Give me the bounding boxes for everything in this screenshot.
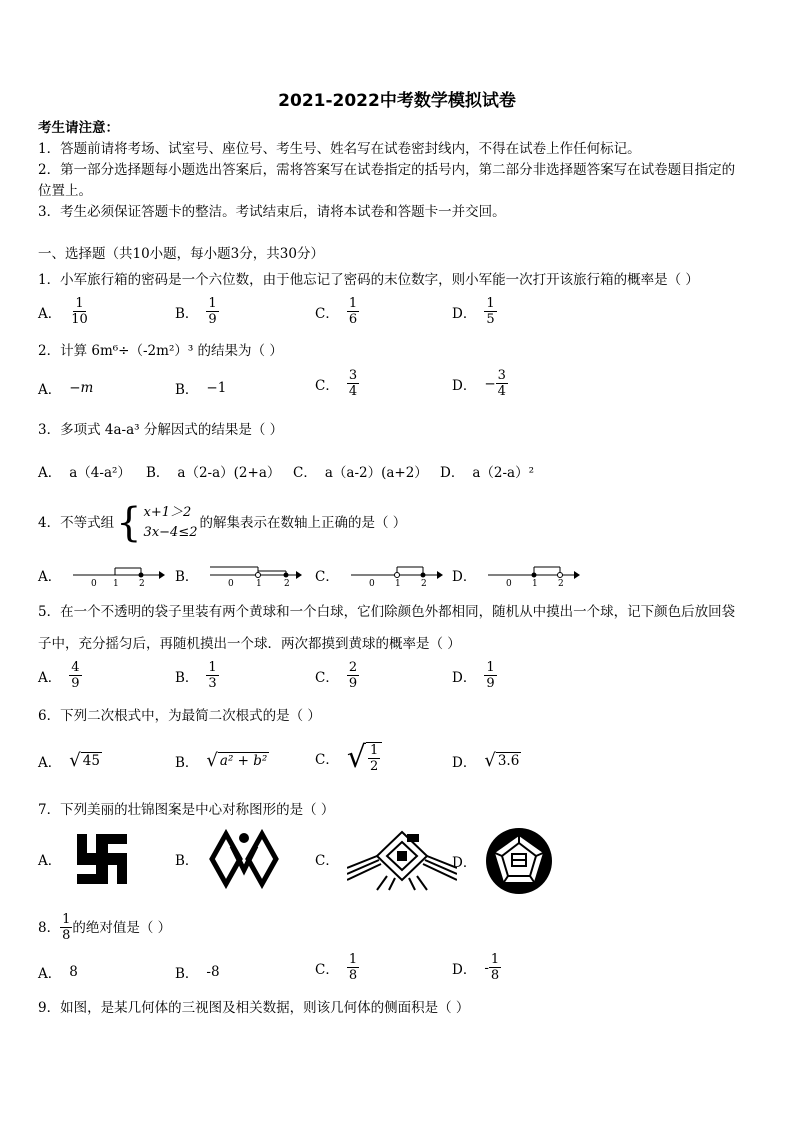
numerator: 4	[71, 660, 80, 675]
tick-1: 1	[256, 579, 263, 587]
denominator: 6	[348, 312, 358, 327]
radicand: 45	[82, 753, 100, 769]
option-label: C．	[315, 569, 339, 585]
q4-option-a[interactable]	[38, 563, 165, 587]
tick-1: 1	[113, 579, 119, 587]
denominator: 2	[369, 758, 379, 774]
q6-option-a[interactable]	[38, 750, 102, 771]
numerator: 1	[208, 296, 217, 311]
option-text: -8	[206, 964, 220, 980]
numerator: 3	[497, 368, 506, 383]
square-root	[69, 750, 102, 771]
numerator: 3	[348, 368, 358, 383]
option-label: D．	[452, 855, 477, 871]
swastika-pattern-icon	[69, 826, 135, 892]
tick-0: 0	[368, 579, 375, 587]
option-label: A．	[38, 569, 62, 585]
fraction	[368, 743, 380, 774]
option-text: a（2-a）(2+a）	[177, 465, 281, 481]
denominator: 9	[348, 676, 358, 691]
denominator: 9	[71, 676, 80, 691]
option-label: D．	[452, 961, 477, 978]
numerator: 1	[62, 912, 71, 927]
numerator: 1	[490, 952, 500, 967]
radical-sign-icon: √	[346, 740, 366, 775]
option-label: C．	[315, 305, 339, 322]
radical-sign-icon: √	[69, 750, 81, 771]
fraction	[69, 296, 90, 327]
fraction	[347, 296, 359, 327]
q4-option-b[interactable]	[175, 563, 302, 587]
q5-option-d[interactable]	[452, 660, 497, 691]
numerator: 1	[369, 742, 379, 758]
q2-option-a[interactable]	[38, 378, 93, 398]
square-root	[484, 750, 521, 771]
diamond-pattern-icon	[206, 826, 282, 892]
fraction	[496, 368, 508, 399]
option-label: B．	[175, 569, 199, 585]
q3-option-c[interactable]	[293, 461, 428, 481]
option-label: B．	[175, 382, 199, 398]
question-1-stem: 1．小军旅行箱的密码是一个六位数，由于他忘记了密码的末位数字，则小军能一次打开该旅行箱的概率是（ ）	[38, 272, 699, 288]
q8-option-d[interactable]	[452, 952, 501, 983]
equations	[144, 503, 198, 543]
option-label: A．	[38, 966, 62, 982]
question-3-stem: 3．多项式 4a-a³ 分解因式的结果是（ ）	[38, 422, 284, 438]
option-label: A．	[38, 382, 62, 398]
q1-option-a[interactable]	[38, 296, 90, 327]
q6-option-b[interactable]	[175, 750, 269, 771]
square-root	[206, 750, 269, 771]
q7-option-b[interactable]	[175, 826, 282, 892]
option-label: A．	[38, 669, 62, 686]
question-2-stem: 2．计算 6m⁶÷（-2m²）³ 的结果为（ ）	[38, 343, 283, 359]
option-label: C．	[293, 465, 317, 481]
square-root	[347, 740, 382, 775]
q3-option-b[interactable]	[146, 461, 280, 481]
q4-option-d[interactable]	[452, 563, 580, 587]
option-text: −m	[69, 380, 94, 396]
number-line-a	[69, 563, 165, 587]
option-label: A．	[38, 465, 62, 481]
fraction	[60, 912, 72, 943]
radicand: 3.6	[497, 753, 520, 769]
fraction	[484, 296, 496, 327]
option-label: D．	[452, 569, 477, 585]
question-6-stem: 6．下列二次根式中，为最简二次根式的是（ ）	[38, 708, 321, 724]
denominator: 5	[486, 312, 495, 327]
fraction	[206, 660, 218, 691]
q7-option-a[interactable]	[38, 826, 135, 892]
q3-option-a[interactable]	[38, 461, 131, 481]
radicand	[366, 742, 382, 774]
tick-2: 2	[420, 579, 427, 587]
notice-item-1: 1．答题前请将考场、试室号、座位号、考生号、姓名写在试卷密封线内，不得在试卷上作任何标记。	[38, 141, 641, 157]
q1-option-d[interactable]	[452, 296, 497, 327]
q7-option-d[interactable]	[452, 826, 554, 896]
question-5-stem-2: 子中，充分摇匀后，再随机摸出一个球．两次都摸到黄球的概率是（ ）	[38, 636, 461, 652]
denominator: 8	[62, 928, 71, 943]
page-title: 2021-2022中考数学模拟试卷	[278, 91, 516, 111]
numerator: 1	[208, 660, 217, 675]
question-5-stem-1: 5．在一个不透明的袋子里装有两个黄球和一个白球，它们除颜色外都相同，随机从中摸出一个球，记下颜色后放回袋	[38, 604, 736, 620]
option-label: D．	[452, 377, 477, 394]
q5-option-c[interactable]	[315, 660, 359, 691]
q8-option-b[interactable]	[175, 962, 220, 982]
tick-1: 1	[532, 579, 539, 587]
option-label: C．	[315, 669, 339, 686]
left-brace: {	[116, 500, 142, 546]
fraction	[347, 952, 359, 983]
option-label: B．	[175, 669, 199, 686]
q2-option-c[interactable]	[315, 368, 359, 399]
option-text: a（4-a²）	[69, 465, 131, 481]
question-4-stem	[38, 500, 758, 546]
q7-option-c[interactable]	[315, 826, 457, 892]
option-label: D．	[452, 669, 477, 686]
minus-sign: −	[484, 375, 496, 392]
denominator: 9	[208, 312, 217, 327]
option-text: −1	[206, 380, 227, 396]
fraction	[206, 296, 218, 327]
numerator: 1	[486, 296, 495, 311]
option-text: a（a-2）(a+2）	[324, 465, 428, 481]
tick-1: 1	[394, 579, 401, 587]
tick-0: 0	[228, 579, 235, 587]
denominator: 4	[348, 384, 358, 399]
number-line-b	[206, 563, 302, 587]
numerator: 1	[486, 660, 495, 675]
tick-2: 2	[558, 579, 565, 587]
stem-prefix: 4．不等式组	[38, 515, 115, 531]
notice-item-2: 2．第一部分选择题每小题选出答案后，需将答案写在试卷指定的括号内，第二部分非选择题答案写在试卷题目指定的	[38, 162, 736, 178]
inequality-system	[116, 500, 198, 546]
option-label: D．	[440, 465, 465, 481]
question-8-stem	[38, 912, 758, 943]
question-9-stem: 9．如图，是某几何体的三视图及相关数据，则该几何体的侧面积是（ ）	[38, 1000, 470, 1016]
numerator: 1	[75, 296, 84, 311]
option-label: C．	[315, 853, 339, 869]
denominator: 8	[490, 968, 500, 983]
q1-option-b[interactable]	[175, 296, 219, 327]
fraction	[347, 368, 359, 399]
q6-option-d[interactable]	[452, 750, 521, 771]
fraction	[489, 952, 501, 983]
q8-option-a[interactable]	[38, 962, 78, 982]
number-line-d	[484, 563, 580, 587]
fraction	[347, 660, 359, 691]
option-label: B．	[175, 305, 199, 322]
denominator: 10	[71, 312, 88, 327]
numerator: 1	[348, 952, 358, 967]
notice-item-2-cont: 位置上。	[38, 183, 92, 199]
fraction	[69, 660, 81, 691]
option-label: B．	[175, 966, 199, 982]
option-label: B．	[146, 465, 170, 481]
q2-option-d[interactable]	[452, 368, 508, 399]
radicand: a² + b²	[219, 753, 268, 769]
q1-option-c[interactable]	[315, 296, 359, 327]
option-label: C．	[315, 377, 339, 394]
q5-option-b[interactable]	[175, 660, 219, 691]
q4-option-c[interactable]	[315, 563, 443, 587]
denominator: 3	[208, 676, 217, 691]
pentagon-medallion-icon	[484, 826, 554, 896]
denominator: 8	[348, 968, 358, 983]
denominator: 4	[497, 384, 506, 399]
option-label: C．	[315, 751, 339, 768]
option-label: B．	[175, 754, 199, 771]
option-text: 8	[69, 964, 78, 980]
fraction	[484, 660, 496, 691]
numerator: 1	[348, 296, 358, 311]
stem-suffix: 的绝对值是（ ）	[72, 919, 172, 936]
loom-pattern-icon	[347, 826, 457, 892]
numerator: 2	[348, 660, 358, 675]
notice-heading: 考生请注意：	[38, 120, 119, 136]
section-heading: 一、选择题（共10小题，每小题3分，共30分）	[38, 246, 324, 262]
q2-option-b[interactable]	[175, 378, 226, 398]
tick-2: 2	[139, 579, 145, 587]
tick-0: 0	[506, 579, 513, 587]
denominator: 9	[486, 676, 495, 691]
q5-option-a[interactable]	[38, 660, 82, 691]
number-line-c	[347, 563, 443, 587]
option-label: D．	[452, 305, 477, 322]
option-label: A．	[38, 305, 62, 322]
option-label: B．	[175, 853, 199, 869]
option-label: A．	[38, 754, 62, 771]
option-label: D．	[452, 754, 477, 771]
tick-2: 2	[284, 579, 291, 587]
q3-option-d[interactable]	[440, 461, 534, 481]
option-label: C．	[315, 961, 339, 978]
stem-prefix: 8．	[38, 919, 61, 936]
radical-sign-icon: √	[206, 750, 218, 771]
q6-option-c[interactable]	[315, 740, 382, 775]
notice-item-3: 3．考生必须保证答题卡的整洁。考试结束后，请将本试卷和答题卡一并交回。	[38, 204, 506, 220]
stem-suffix: 的解集表示在数轴上正确的是（ ）	[199, 515, 407, 531]
option-label: A．	[38, 853, 62, 869]
radical-sign-icon: √	[484, 750, 496, 771]
inequality-1: x+1＞2	[143, 505, 192, 520]
inequality-2: 3x−4≤2	[143, 525, 198, 540]
option-text: a（2-a）²	[472, 465, 534, 481]
minus-sign: -	[484, 959, 489, 976]
tick-0: 0	[91, 579, 97, 587]
q8-option-c[interactable]	[315, 952, 359, 983]
question-7-stem: 7．下列美丽的壮锦图案是中心对称图形的是（ ）	[38, 802, 335, 818]
